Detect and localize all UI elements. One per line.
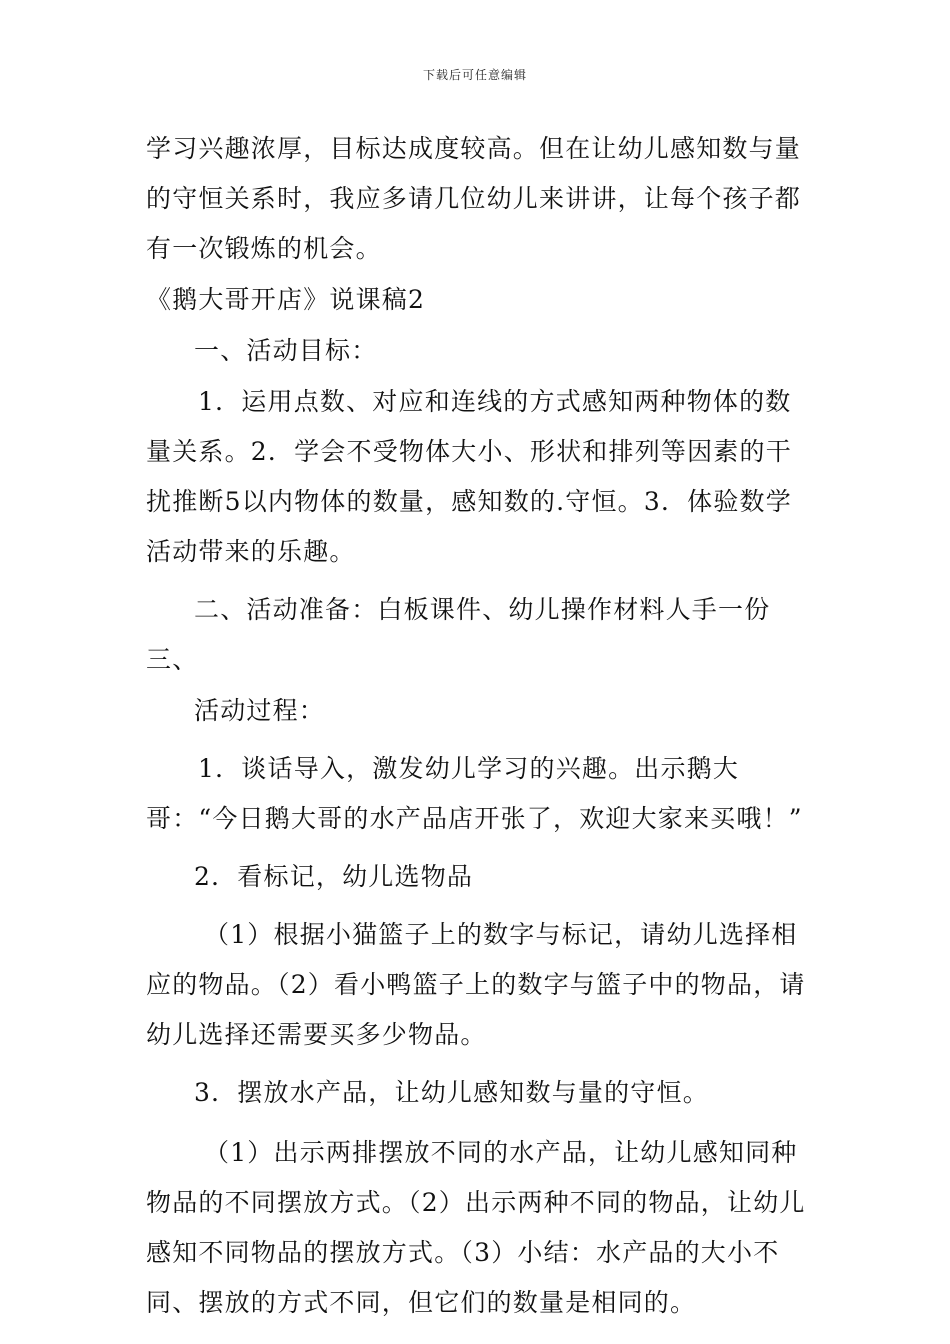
paragraph-continuation: 学习兴趣浓厚，目标达成度较高。但在让幼儿感知数与量的守恒关系时，我应多请几位幼儿来讲讲，让每个孩子都有一次锻炼的机会。 xyxy=(146,134,802,263)
paragraph-goals: 1．运用点数、对应和连线的方式感知两种物体的数量关系。2．学会不受物体大小、形状和排列等因素的干扰推断5以内物体的数量，感知数的.守恒。3．体验数学活动带来的乐趣。 xyxy=(146,387,792,566)
heading-step-3: 3．摆放水产品，让幼儿感知数与量的守恒。 xyxy=(194,1078,709,1107)
heading-activity-goals: 一、活动目标： xyxy=(194,336,378,365)
paragraph-step-3-detail: （1）出示两排摆放不同的水产品，让幼儿感知同种物品的不同摆放方式。（2）出示两种不同的物品，让幼儿感知不同物品的摆放方式。（3）小结：水产品的大小不同、摆放的方式不同，但它们的数量是相同的。 xyxy=(146,1138,806,1317)
section-title: 《鹅大哥开店》说课稿2 xyxy=(146,285,426,314)
heading-activity-process: 活动过程： xyxy=(194,696,326,725)
paragraph-step-2-detail: （1）根据小猫篮子上的数字与标记，请幼儿选择相应的物品。（2）看小鸭篮子上的数字与篮子中的物品，请幼儿选择还需要买多少物品。 xyxy=(146,920,806,1049)
heading-step-2: 2．看标记，幼儿选物品 xyxy=(194,862,474,891)
paragraph-preparation: 二、活动准备：白板课件、幼儿操作材料人手一份三、 xyxy=(146,595,771,674)
header-note: 下载后可任意编辑 xyxy=(422,68,527,82)
document-body xyxy=(146,124,812,1329)
paragraph-step-1: 1．谈话导入，激发幼儿学习的兴趣。出示鹅大哥：“今日鹅大哥的水产品店开张了，欢迎大家来买哦！” xyxy=(146,754,803,833)
